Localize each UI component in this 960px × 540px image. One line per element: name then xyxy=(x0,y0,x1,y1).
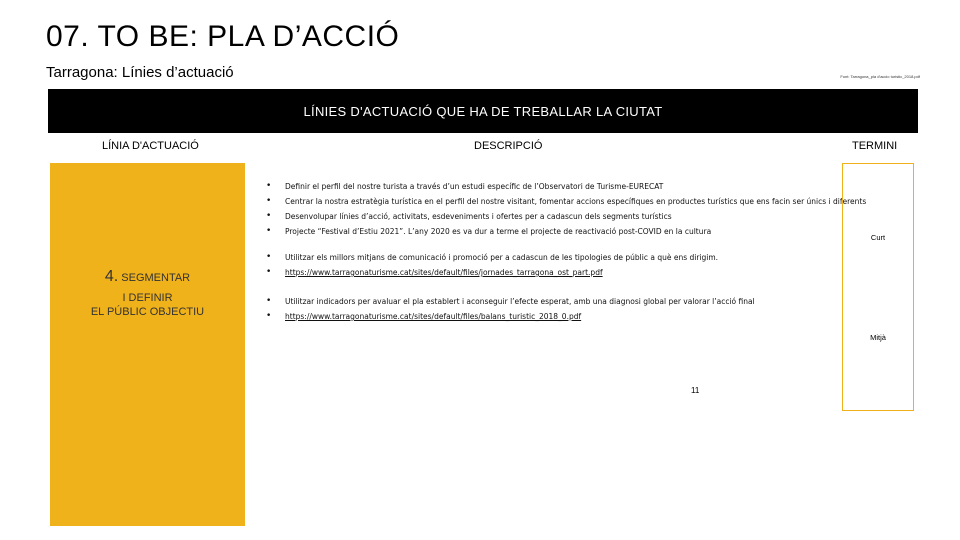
description-group-3 xyxy=(266,294,755,324)
description-item: • Utilitzar els millors mitjans de comunicació i promoció per a cadascun de les tipologies de públic a què ens dirigim. xyxy=(266,250,718,265)
slide-title: 07. TO BE: PLA D’ACCIÓ xyxy=(46,20,400,53)
line-label-1: SEGMENTAR xyxy=(121,272,191,284)
description-group-1 xyxy=(266,179,866,239)
section-banner xyxy=(48,89,918,133)
description-link[interactable]: • https://www.tarragonaturisme.cat/sites/default/files/jornades_tarragona_ost_part.pdf xyxy=(266,265,718,280)
description-item: • Definir el perfil del nostre turista a través d’un estudi específic de l’Observatori de Turisme-EURECAT xyxy=(266,179,866,194)
column-header-linia: LÍNIA D'ACTUACIÓ xyxy=(102,140,199,152)
line-number: 4. xyxy=(104,268,119,285)
line-label xyxy=(50,270,245,319)
column-header-descripcio: DESCRIPCIÓ xyxy=(474,140,543,152)
termini-curt: Curt xyxy=(870,233,886,242)
slide-subtitle: Tarragona: Línies d’actuació xyxy=(46,64,234,81)
page-number: 11 xyxy=(691,386,700,395)
description-link[interactable]: • https://www.tarragonaturisme.cat/sites/default/files/balans_turistic_2018_0.pdf xyxy=(266,309,755,324)
termini-mitja: Mitjà xyxy=(870,333,886,342)
line-label-2: I DEFINIR xyxy=(122,292,173,304)
description-item: • Projecte “Festival d’Estiu 2021”. L’any 2020 es va dur a terme el projecte de reactivació post-COVID en la cultura xyxy=(266,224,866,239)
termini-box xyxy=(842,163,914,411)
description-item: • Utilitzar indicadors per avaluar el pla establert i aconseguir l’efecte esperat, amb una diagnosi global per valorar l’acció final xyxy=(266,294,755,309)
column-header-termini: TERMINI xyxy=(852,140,898,152)
description-item: • Centrar la nostra estratègia turística en el perfil del nostre visitant, fomentar accions específiques en productes turístics que ens facin ser únics i diferents xyxy=(266,194,866,209)
description-group-2 xyxy=(266,250,718,280)
line-label-3: EL PÚBLIC OBJECTIU xyxy=(90,306,205,318)
banner-text: LÍNIES D'ACTUACIÓ QUE HA DE TREBALLAR LA CIUTAT xyxy=(303,103,663,119)
source-note: Font: Tarragona_pla d'accio turistic_2018.pdf xyxy=(840,74,920,79)
line-highlight-box xyxy=(50,163,245,526)
description-item: • Desenvolupar línies d’acció, activitats, esdeveniments i ofertes per a cadascun dels segments turístics xyxy=(266,209,866,224)
